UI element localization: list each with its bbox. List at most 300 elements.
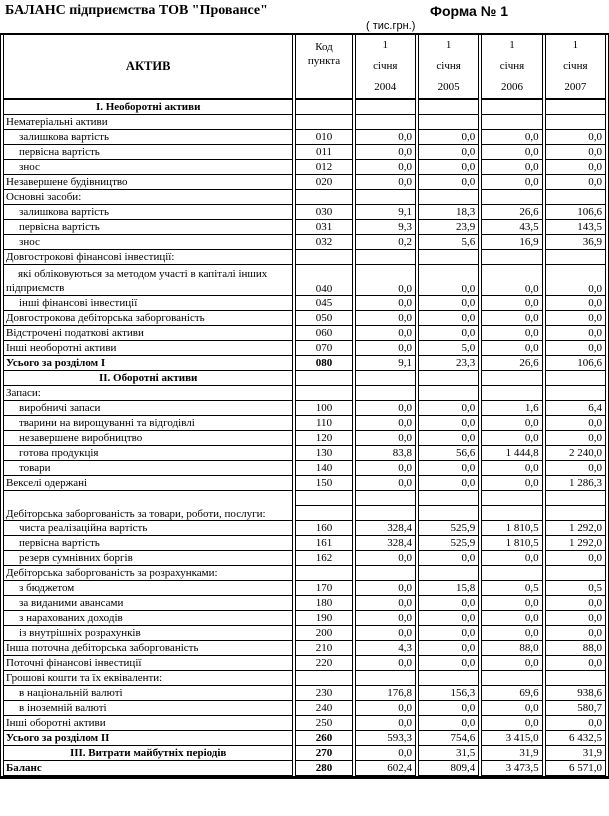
row-value-cell: 9,1 bbox=[355, 205, 416, 220]
row-value-cell: 0,0 bbox=[545, 145, 606, 160]
row-value-cell: 88,0 bbox=[481, 641, 542, 656]
row-value-cell: 0,0 bbox=[481, 160, 542, 175]
row-value-cell: 0,0 bbox=[481, 341, 542, 356]
row-value-cell bbox=[355, 190, 416, 205]
row-value-cell: 0,0 bbox=[355, 431, 416, 446]
row-code-cell: 200 bbox=[295, 626, 352, 641]
row-value-cell: 23,3 bbox=[418, 356, 479, 371]
row-value-cell bbox=[418, 386, 479, 401]
row-label-cell: Дебіторська заборгованість за товари, роботи, послуги: bbox=[3, 491, 293, 521]
row-value-cell: 0,0 bbox=[355, 145, 416, 160]
row-code-cell: 110 bbox=[295, 416, 352, 431]
row-value-cell: 0,0 bbox=[481, 265, 542, 296]
row-value-cell: 5,0 bbox=[418, 341, 479, 356]
row-value-cell: 0,0 bbox=[355, 551, 416, 566]
row-value-cell: 9,3 bbox=[355, 220, 416, 235]
row-value-cell bbox=[481, 190, 542, 205]
row-code-cell bbox=[295, 250, 352, 265]
row-code-cell: 012 bbox=[295, 160, 352, 175]
row-value-cell: 525,9 bbox=[418, 536, 479, 551]
row-value-cell: 0,0 bbox=[355, 716, 416, 731]
row-label-cell: які обліковуються за методом участі в капіталі інших підприємств bbox=[3, 265, 293, 296]
table-row bbox=[3, 386, 606, 401]
row-code-cell: 260 bbox=[295, 731, 352, 746]
row-value-cell: 938,6 bbox=[545, 686, 606, 701]
row-value-cell: 0,0 bbox=[545, 626, 606, 641]
row-value-cell: 0,0 bbox=[418, 461, 479, 476]
row-value-cell: 0,0 bbox=[481, 311, 542, 326]
row-value-cell: 580,7 bbox=[545, 701, 606, 716]
row-label-cell: Дебіторська заборгованість за розрахунками: bbox=[3, 566, 293, 581]
row-value-cell: 0,0 bbox=[481, 326, 542, 341]
row-value-cell bbox=[355, 115, 416, 130]
row-value-cell: 809,4 bbox=[418, 761, 479, 776]
row-value-cell: 0,0 bbox=[545, 296, 606, 311]
row-label-cell: Запаси: bbox=[3, 386, 293, 401]
row-value-cell: 0,0 bbox=[481, 596, 542, 611]
row-value-cell: 26,6 bbox=[481, 205, 542, 220]
row-code-cell: 190 bbox=[295, 611, 352, 626]
row-value-cell: 69,6 bbox=[481, 686, 542, 701]
table-body bbox=[3, 100, 606, 776]
table-row bbox=[3, 220, 606, 235]
row-value-cell: 0,0 bbox=[355, 401, 416, 416]
table-row bbox=[3, 641, 606, 656]
document-title: БАЛАНС підприємства ТОВ "Провансе" bbox=[5, 3, 268, 18]
table-row bbox=[3, 311, 606, 326]
row-value-cell: 36,9 bbox=[545, 235, 606, 250]
row-label-cell: з нарахованих доходів bbox=[3, 611, 293, 626]
row-value-cell: 9,1 bbox=[355, 356, 416, 371]
row-value-cell: 4,3 bbox=[355, 641, 416, 656]
row-value-cell: 31,9 bbox=[545, 746, 606, 761]
row-value-cell: 0,0 bbox=[481, 416, 542, 431]
row-value-cell: 15,8 bbox=[418, 581, 479, 596]
row-value-cell: 0,0 bbox=[481, 626, 542, 641]
row-value-cell: 0,0 bbox=[481, 551, 542, 566]
row-code-cell bbox=[295, 115, 352, 130]
row-code-cell bbox=[295, 671, 352, 686]
row-value-cell bbox=[355, 371, 416, 386]
row-value-cell bbox=[418, 115, 479, 130]
row-value-cell bbox=[418, 371, 479, 386]
table-row bbox=[3, 250, 606, 265]
row-value-cell bbox=[545, 491, 606, 506]
row-code-cell: 160 bbox=[295, 521, 352, 536]
row-value-cell: 3 415,0 bbox=[481, 731, 542, 746]
row-value-cell: 0,0 bbox=[481, 431, 542, 446]
row-label-cell: з бюджетом bbox=[3, 581, 293, 596]
row-label-cell: знос bbox=[3, 160, 293, 175]
row-value-cell: 0,0 bbox=[418, 596, 479, 611]
row-value-cell: 88,0 bbox=[545, 641, 606, 656]
table-row bbox=[3, 536, 606, 551]
row-value-cell: 16,9 bbox=[481, 235, 542, 250]
row-code-cell bbox=[295, 506, 352, 521]
table-row bbox=[3, 446, 606, 461]
row-value-cell: 43,5 bbox=[481, 220, 542, 235]
row-value-cell: 0,0 bbox=[545, 175, 606, 190]
row-value-cell bbox=[481, 371, 542, 386]
row-value-cell bbox=[481, 250, 542, 265]
table-row bbox=[3, 356, 606, 371]
row-value-cell: 0,0 bbox=[545, 551, 606, 566]
row-value-cell: 5,6 bbox=[418, 235, 479, 250]
row-label-cell: III. Витрати майбутніх періодів bbox=[3, 746, 293, 761]
row-value-cell: 602,4 bbox=[355, 761, 416, 776]
row-code-cell bbox=[295, 566, 352, 581]
row-code-cell bbox=[295, 386, 352, 401]
row-value-cell: 143,5 bbox=[545, 220, 606, 235]
row-value-cell: 0,0 bbox=[418, 476, 479, 491]
row-value-cell: 0,0 bbox=[355, 296, 416, 311]
row-code-cell: 030 bbox=[295, 205, 352, 220]
row-value-cell: 31,9 bbox=[481, 746, 542, 761]
row-value-cell bbox=[545, 371, 606, 386]
table-row bbox=[3, 551, 606, 566]
row-value-cell bbox=[545, 250, 606, 265]
row-value-cell bbox=[545, 100, 606, 115]
row-label-cell: товари bbox=[3, 461, 293, 476]
row-value-cell: 0,0 bbox=[418, 641, 479, 656]
row-code-cell: 250 bbox=[295, 716, 352, 731]
row-value-cell: 0,0 bbox=[481, 716, 542, 731]
row-value-cell: 0,0 bbox=[545, 416, 606, 431]
row-label-cell: Інша поточна дебіторська заборгованість bbox=[3, 641, 293, 656]
table-row bbox=[3, 746, 606, 761]
row-value-cell: 0,0 bbox=[418, 551, 479, 566]
row-value-cell bbox=[355, 386, 416, 401]
table-row bbox=[3, 235, 606, 250]
row-value-cell: 23,9 bbox=[418, 220, 479, 235]
row-value-cell: 0,0 bbox=[418, 401, 479, 416]
table-row bbox=[3, 476, 606, 491]
row-label-cell: інші фінансові інвестиції bbox=[3, 296, 293, 311]
table-row bbox=[3, 130, 606, 145]
asset-column-header: АКТИВ bbox=[3, 35, 293, 100]
table-row bbox=[3, 521, 606, 536]
row-value-cell: 0,0 bbox=[355, 626, 416, 641]
row-value-cell: 106,6 bbox=[545, 205, 606, 220]
row-code-cell: 270 bbox=[295, 746, 352, 761]
row-label-cell: Інші необоротні активи bbox=[3, 341, 293, 356]
row-value-cell: 0,0 bbox=[355, 461, 416, 476]
table-row bbox=[3, 265, 606, 296]
row-value-cell: 0,0 bbox=[355, 265, 416, 296]
row-label-cell: Довгострокова дебіторська заборгованість bbox=[3, 311, 293, 326]
row-value-cell: 2 240,0 bbox=[545, 446, 606, 461]
row-label-cell: Основні засоби: bbox=[3, 190, 293, 205]
row-label-cell: Векселі одержані bbox=[3, 476, 293, 491]
table-row bbox=[3, 341, 606, 356]
table-row bbox=[3, 731, 606, 746]
table-row bbox=[3, 190, 606, 205]
row-label-cell: первісна вартість bbox=[3, 145, 293, 160]
table-row bbox=[3, 566, 606, 581]
row-code-cell: 162 bbox=[295, 551, 352, 566]
row-value-cell: 1 292,0 bbox=[545, 521, 606, 536]
row-code-cell: 020 bbox=[295, 175, 352, 190]
table-row bbox=[3, 326, 606, 341]
row-label-cell: Грошові кошти та їх еквіваленти: bbox=[3, 671, 293, 686]
row-value-cell bbox=[418, 190, 479, 205]
header-row bbox=[3, 35, 606, 100]
date-column-header-2: 1 січня 2005 bbox=[418, 35, 479, 100]
row-value-cell: 0,0 bbox=[481, 476, 542, 491]
row-label-cell: Усього за розділом I bbox=[3, 356, 293, 371]
row-label-cell: первісна вартість bbox=[3, 536, 293, 551]
row-value-cell: 0,0 bbox=[355, 701, 416, 716]
row-value-cell: 0,0 bbox=[481, 130, 542, 145]
row-value-cell: 0,0 bbox=[545, 596, 606, 611]
table-row bbox=[3, 686, 606, 701]
table-row bbox=[3, 371, 606, 386]
row-value-cell: 0,0 bbox=[355, 476, 416, 491]
row-value-cell: 0,0 bbox=[545, 431, 606, 446]
document-header bbox=[0, 0, 609, 33]
row-value-cell: 0,0 bbox=[545, 716, 606, 731]
row-value-cell: 0,0 bbox=[481, 296, 542, 311]
row-code-cell: 031 bbox=[295, 220, 352, 235]
table-row bbox=[3, 671, 606, 686]
table-row bbox=[3, 626, 606, 641]
row-value-cell: 0,0 bbox=[355, 130, 416, 145]
row-value-cell: 6,4 bbox=[545, 401, 606, 416]
row-value-cell: 1 292,0 bbox=[545, 536, 606, 551]
row-value-cell: 0,0 bbox=[418, 431, 479, 446]
table-row bbox=[3, 701, 606, 716]
row-code-cell bbox=[295, 100, 352, 115]
row-label-cell: I. Необоротні активи bbox=[3, 100, 293, 115]
row-value-cell bbox=[545, 566, 606, 581]
row-value-cell bbox=[481, 491, 542, 506]
row-value-cell: 176,8 bbox=[355, 686, 416, 701]
row-value-cell: 156,3 bbox=[418, 686, 479, 701]
row-value-cell: 0,0 bbox=[545, 130, 606, 145]
row-label-cell: за виданими авансами bbox=[3, 596, 293, 611]
row-value-cell bbox=[481, 506, 542, 521]
row-value-cell: 0,0 bbox=[481, 175, 542, 190]
row-label-cell: тварини на вирощуванні та відгодівлі bbox=[3, 416, 293, 431]
row-value-cell: 0,0 bbox=[481, 656, 542, 671]
code-column-header: Код пункта bbox=[295, 35, 352, 100]
table-row bbox=[3, 761, 606, 776]
row-value-cell: 0,5 bbox=[545, 581, 606, 596]
row-value-cell: 83,8 bbox=[355, 446, 416, 461]
table-row bbox=[3, 596, 606, 611]
row-value-cell: 1 444,8 bbox=[481, 446, 542, 461]
row-code-cell: 120 bbox=[295, 431, 352, 446]
row-value-cell: 0,0 bbox=[545, 160, 606, 175]
form-number-label: Форма № 1 bbox=[430, 3, 508, 19]
row-value-cell bbox=[545, 506, 606, 521]
row-value-cell: 26,6 bbox=[481, 356, 542, 371]
row-code-cell: 010 bbox=[295, 130, 352, 145]
row-label-cell: виробничі запаси bbox=[3, 401, 293, 416]
balance-sheet-table bbox=[0, 33, 609, 779]
row-value-cell: 0,0 bbox=[418, 611, 479, 626]
row-code-cell: 050 bbox=[295, 311, 352, 326]
row-label-cell: первісна вартість bbox=[3, 220, 293, 235]
row-value-cell: 0,0 bbox=[418, 130, 479, 145]
row-value-cell: 0,0 bbox=[418, 311, 479, 326]
row-label-cell: II. Оборотні активи bbox=[3, 371, 293, 386]
table-row bbox=[3, 115, 606, 130]
row-value-cell bbox=[355, 671, 416, 686]
row-value-cell: 0,0 bbox=[545, 326, 606, 341]
row-value-cell: 0,0 bbox=[355, 341, 416, 356]
row-value-cell bbox=[355, 491, 416, 506]
row-value-cell: 1 810,5 bbox=[481, 521, 542, 536]
row-value-cell: 0,0 bbox=[418, 160, 479, 175]
row-value-cell: 6 432,5 bbox=[545, 731, 606, 746]
row-value-cell bbox=[481, 671, 542, 686]
row-value-cell bbox=[355, 100, 416, 115]
row-code-cell bbox=[295, 491, 352, 506]
row-code-cell: 032 bbox=[295, 235, 352, 250]
row-value-cell: 0,0 bbox=[418, 326, 479, 341]
row-value-cell bbox=[545, 671, 606, 686]
row-value-cell: 0,0 bbox=[355, 311, 416, 326]
row-label-cell: Незавершене будівництво bbox=[3, 175, 293, 190]
row-value-cell bbox=[481, 100, 542, 115]
row-label-cell: залишкова вартість bbox=[3, 205, 293, 220]
row-value-cell: 0,0 bbox=[545, 656, 606, 671]
table-row bbox=[3, 431, 606, 446]
table-row bbox=[3, 100, 606, 115]
table-row bbox=[3, 656, 606, 671]
row-value-cell: 0,0 bbox=[418, 145, 479, 160]
row-value-cell: 1 810,5 bbox=[481, 536, 542, 551]
row-value-cell: 0,0 bbox=[418, 716, 479, 731]
row-code-cell: 080 bbox=[295, 356, 352, 371]
row-value-cell: 0,5 bbox=[481, 581, 542, 596]
row-code-cell: 130 bbox=[295, 446, 352, 461]
row-value-cell: 0,0 bbox=[355, 656, 416, 671]
row-value-cell bbox=[481, 566, 542, 581]
row-value-cell: 0,0 bbox=[355, 611, 416, 626]
row-value-cell: 754,6 bbox=[418, 731, 479, 746]
row-label-cell: в іноземній валюті bbox=[3, 701, 293, 716]
row-code-cell: 280 bbox=[295, 761, 352, 776]
row-value-cell: 328,4 bbox=[355, 536, 416, 551]
row-code-cell: 240 bbox=[295, 701, 352, 716]
row-value-cell: 0,0 bbox=[481, 145, 542, 160]
row-value-cell bbox=[545, 115, 606, 130]
row-value-cell: 0,0 bbox=[481, 461, 542, 476]
row-label-cell: Баланс bbox=[3, 761, 293, 776]
row-value-cell: 31,5 bbox=[418, 746, 479, 761]
row-label-cell: готова продукція bbox=[3, 446, 293, 461]
row-code-cell: 180 bbox=[295, 596, 352, 611]
row-value-cell: 1,6 bbox=[481, 401, 542, 416]
row-value-cell: 0,0 bbox=[355, 175, 416, 190]
row-label-cell: в національній валюті bbox=[3, 686, 293, 701]
row-value-cell bbox=[418, 506, 479, 521]
row-value-cell: 0,0 bbox=[418, 626, 479, 641]
row-label-cell: Поточні фінансові інвестиції bbox=[3, 656, 293, 671]
row-code-cell: 220 bbox=[295, 656, 352, 671]
row-value-cell: 328,4 bbox=[355, 521, 416, 536]
row-value-cell bbox=[481, 115, 542, 130]
row-value-cell: 1 286,3 bbox=[545, 476, 606, 491]
table-row bbox=[3, 491, 606, 506]
row-value-cell bbox=[418, 491, 479, 506]
row-value-cell: 0,0 bbox=[355, 160, 416, 175]
row-value-cell: 106,6 bbox=[545, 356, 606, 371]
row-value-cell bbox=[418, 250, 479, 265]
table-row bbox=[3, 145, 606, 160]
row-value-cell: 56,6 bbox=[418, 446, 479, 461]
row-code-cell: 060 bbox=[295, 326, 352, 341]
row-label-cell: Відстрочені податкові активи bbox=[3, 326, 293, 341]
row-value-cell: 0,0 bbox=[418, 175, 479, 190]
table-row bbox=[3, 611, 606, 626]
row-code-cell: 210 bbox=[295, 641, 352, 656]
table-row bbox=[3, 581, 606, 596]
row-value-cell: 0,0 bbox=[355, 746, 416, 761]
row-label-cell: залишкова вартість bbox=[3, 130, 293, 145]
row-label-cell: Нематеріальні активи bbox=[3, 115, 293, 130]
row-value-cell: 0,2 bbox=[355, 235, 416, 250]
row-value-cell: 0,0 bbox=[418, 296, 479, 311]
row-value-cell bbox=[355, 566, 416, 581]
row-value-cell: 593,3 bbox=[355, 731, 416, 746]
row-value-cell bbox=[545, 386, 606, 401]
row-value-cell: 0,0 bbox=[545, 461, 606, 476]
row-code-cell: 011 bbox=[295, 145, 352, 160]
row-value-cell: 0,0 bbox=[481, 701, 542, 716]
row-value-cell: 0,0 bbox=[418, 701, 479, 716]
row-label-cell: чиста реалізаційна вартість bbox=[3, 521, 293, 536]
table-row bbox=[3, 461, 606, 476]
table-row bbox=[3, 401, 606, 416]
row-value-cell: 0,0 bbox=[355, 581, 416, 596]
row-label-cell: Усього за розділом II bbox=[3, 731, 293, 746]
table-row bbox=[3, 296, 606, 311]
row-code-cell: 070 bbox=[295, 341, 352, 356]
date-column-header-3: 1 січня 2006 bbox=[481, 35, 542, 100]
row-code-cell: 150 bbox=[295, 476, 352, 491]
row-code-cell: 161 bbox=[295, 536, 352, 551]
row-value-cell: 0,0 bbox=[418, 656, 479, 671]
table-row bbox=[3, 205, 606, 220]
row-value-cell bbox=[481, 386, 542, 401]
date-column-header-1: 1 січня 2004 bbox=[355, 35, 416, 100]
row-value-cell bbox=[545, 190, 606, 205]
row-label-cell: знос bbox=[3, 235, 293, 250]
row-value-cell bbox=[418, 671, 479, 686]
row-code-cell: 040 bbox=[295, 265, 352, 296]
row-label-cell: резерв сумнівних боргів bbox=[3, 551, 293, 566]
row-code-cell: 230 bbox=[295, 686, 352, 701]
table-row bbox=[3, 416, 606, 431]
row-label-cell: Довгострокові фінансові інвестиції: bbox=[3, 250, 293, 265]
row-code-cell: 170 bbox=[295, 581, 352, 596]
row-label-cell: із внутрішніх розрахунків bbox=[3, 626, 293, 641]
table-row bbox=[3, 160, 606, 175]
row-code-cell: 140 bbox=[295, 461, 352, 476]
units-label: ( тис.грн.) bbox=[366, 20, 416, 32]
row-value-cell: 0,0 bbox=[418, 265, 479, 296]
row-value-cell: 0,0 bbox=[355, 326, 416, 341]
row-value-cell: 0,0 bbox=[545, 265, 606, 296]
row-value-cell bbox=[418, 100, 479, 115]
table-header bbox=[3, 35, 606, 100]
row-value-cell: 525,9 bbox=[418, 521, 479, 536]
row-code-cell bbox=[295, 190, 352, 205]
date-column-header-4: 1 січня 2007 bbox=[545, 35, 606, 100]
